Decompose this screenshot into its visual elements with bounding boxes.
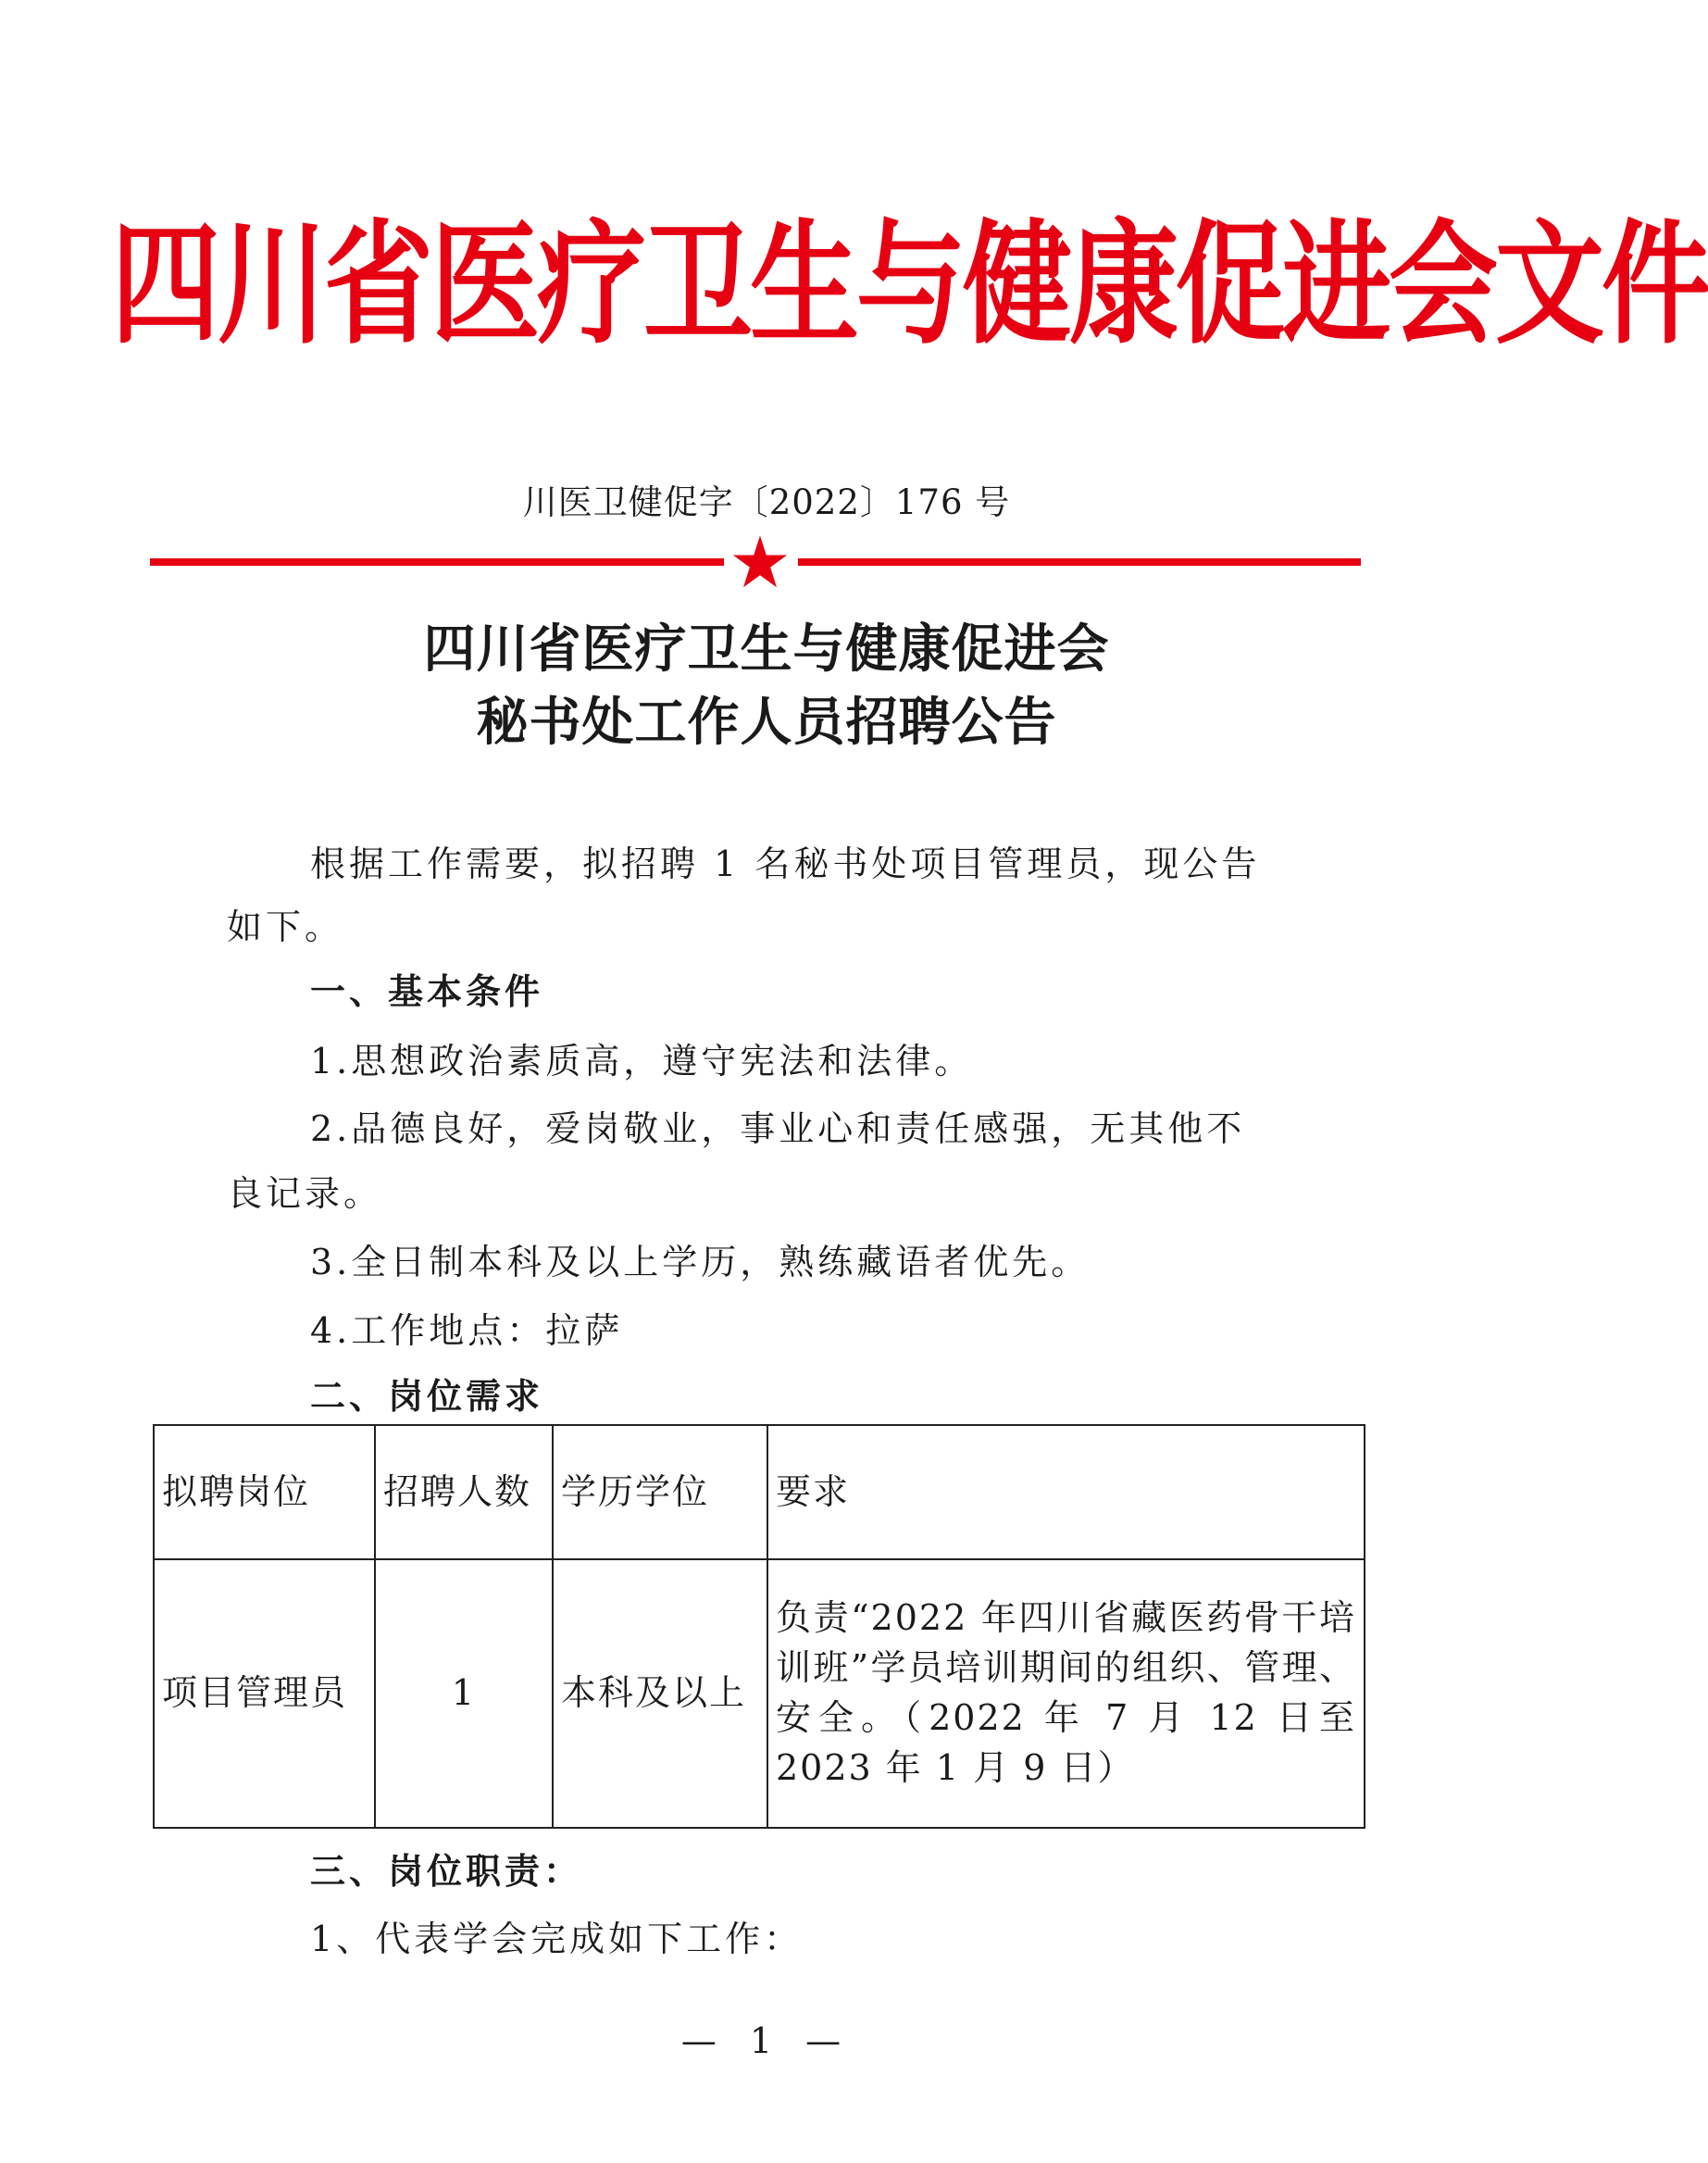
table-row <box>154 1559 1365 1828</box>
title-line-2: 秘书处工作人员招聘公告 <box>476 693 1057 753</box>
intro-line-1: 根据工作需要，拟招聘 1 名秘书处项目管理员，现公告 <box>310 844 1261 884</box>
table-header-row <box>154 1425 1365 1559</box>
star-icon <box>731 534 789 590</box>
section3-heading: 三、岗位职责： <box>310 1851 583 1892</box>
section2-heading: 二、岗位需求 <box>310 1376 544 1417</box>
red-rule-left <box>150 558 724 566</box>
header-count: 招聘人数 <box>375 1425 553 1559</box>
intro-line-2: 如下。 <box>227 906 344 947</box>
requirements-table <box>153 1424 1365 1829</box>
document-number: 川医卫健促字〔2022〕176 号 <box>522 482 1011 522</box>
section1-item-4: 4.工作地点：拉萨 <box>310 1310 624 1351</box>
red-rule-right <box>798 558 1361 566</box>
header-requirement: 要求 <box>767 1425 1365 1559</box>
page-number: — 1 — <box>680 2020 853 2061</box>
section1-item-3: 3.全日制本科及以上学历，熟练藏语者优先。 <box>310 1242 1091 1282</box>
section1-item-1: 1.思想政治素质高，遵守宪法和法律。 <box>310 1041 974 1082</box>
cell-education: 本科及以上 <box>553 1559 767 1828</box>
cell-requirement: 负责“2022 年四川省藏医药骨干培训班”学员培训期间的组织、管理、安全。（2022 年 7 月 12 日至 2023 年 1 月 9 日） <box>767 1559 1365 1828</box>
section1-item-2-cont: 良记录。 <box>227 1173 383 1214</box>
section1-item-2: 2.品德良好，爱岗敬业，事业心和责任感强，无其他不 <box>310 1108 1246 1149</box>
header-education: 学历学位 <box>553 1425 767 1559</box>
cell-count: 1 <box>375 1559 553 1828</box>
cell-position: 项目管理员 <box>154 1559 375 1828</box>
title-line-1: 四川省医疗卫生与健康促进会 <box>423 619 1110 680</box>
section1-heading: 一、基本条件 <box>310 971 544 1012</box>
document-header: 四川省医疗卫生与健康促进会文件 <box>111 205 1708 363</box>
section3-item-1: 1、代表学会完成如下工作： <box>310 1919 804 1959</box>
header-position: 拟聘岗位 <box>154 1425 375 1559</box>
